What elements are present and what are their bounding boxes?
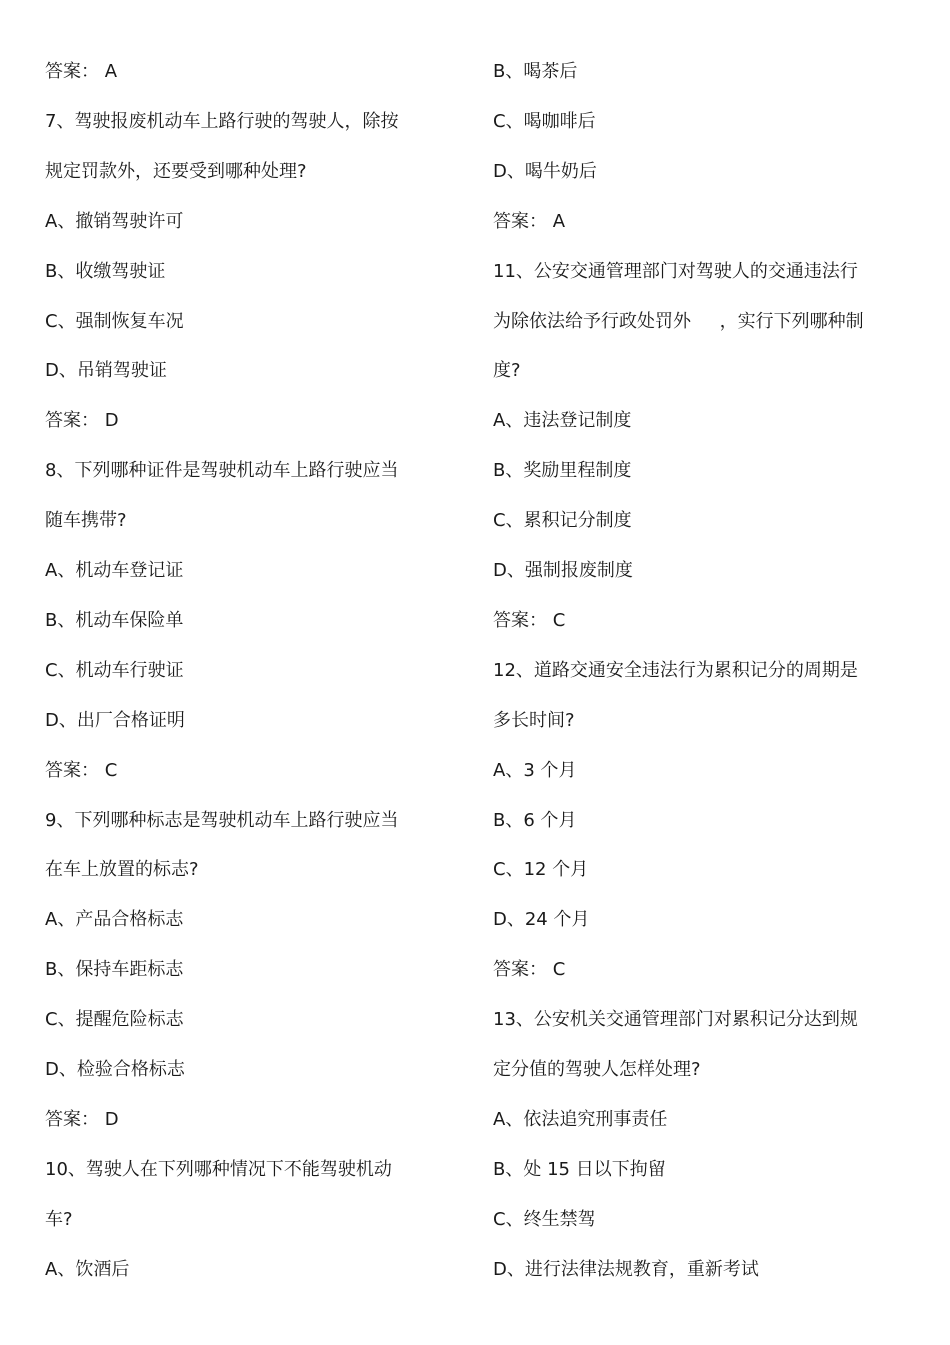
question-line: 9、下列哪种标志是驾驶机动车上路行驶应当 [45,810,399,831]
option-line: C、机动车行驶证 [45,660,184,681]
question-line: 10、驾驶人在下列哪种情况下不能驾驶机动 [45,1159,392,1180]
question-line: 12、道路交通安全违法行为累积记分的周期是 [493,660,858,681]
option-line: B、6 个月 [493,810,577,831]
option-line: D、强制报废制度 [493,560,633,581]
option-line: A、违法登记制度 [493,410,632,431]
question-continuation-line: 规定罚款外，还要受到哪种处理? [45,161,307,182]
question-continuation-line: 为除依法给予行政处罚外 ，实行下列哪种制 [493,311,864,332]
question-continuation-line: 在车上放置的标志? [45,859,199,880]
option-line: A、机动车登记证 [45,560,184,581]
question-continuation-line: 定分值的驾驶人怎样处理? [493,1059,701,1080]
answer-line: 答案： A [493,211,566,232]
option-line: D、喝牛奶后 [493,161,597,182]
question-line: 7、驾驶报废机动车上路行驶的驾驶人，除按 [45,111,399,132]
question-line: 13、公安机关交通管理部门对累积记分达到规 [493,1009,858,1030]
option-line: D、吊销驾驶证 [45,360,167,381]
question-continuation-line: 度? [493,360,521,381]
option-line: B、机动车保险单 [45,610,184,631]
option-line: D、出厂合格证明 [45,710,185,731]
option-line: A、产品合格标志 [45,909,184,930]
answer-line: 答案： C [45,760,118,781]
answer-line: 答案： D [45,1109,119,1130]
option-line: D、24 个月 [493,909,590,930]
option-line: C、终生禁驾 [493,1209,596,1230]
option-line: D、检验合格标志 [45,1059,185,1080]
answer-line: 答案： D [45,410,119,431]
question-continuation-line: 车? [45,1209,73,1230]
question-continuation-line: 多长时间? [493,710,575,731]
option-line: A、饮酒后 [45,1259,130,1280]
question-line: 8、下列哪种证件是驾驶机动车上路行驶应当 [45,460,399,481]
option-line: A、撤销驾驶许可 [45,211,184,232]
question-line: 11、公安交通管理部门对驾驶人的交通违法行 [493,261,858,282]
option-line: B、奖励里程制度 [493,460,632,481]
option-line: B、收缴驾驶证 [45,261,166,282]
question-continuation-line: 随车携带? [45,510,127,531]
option-line: C、提醒危险标志 [45,1009,184,1030]
option-line: B、喝茶后 [493,61,578,82]
option-line: C、累积记分制度 [493,510,632,531]
option-line: C、强制恢复车况 [45,311,184,332]
option-line: D、进行法律法规教育，重新考试 [493,1259,759,1280]
answer-line: 答案： A [45,61,118,82]
option-line: A、3 个月 [493,760,577,781]
option-line: B、处 15 日以下拘留 [493,1159,666,1180]
option-line: A、依法追究刑事责任 [493,1109,668,1130]
option-line: C、喝咖啡后 [493,111,596,132]
option-line: C、12 个月 [493,859,589,880]
option-line: B、保持车距标志 [45,959,184,980]
answer-line: 答案： C [493,959,566,980]
answer-line: 答案： C [493,610,566,631]
